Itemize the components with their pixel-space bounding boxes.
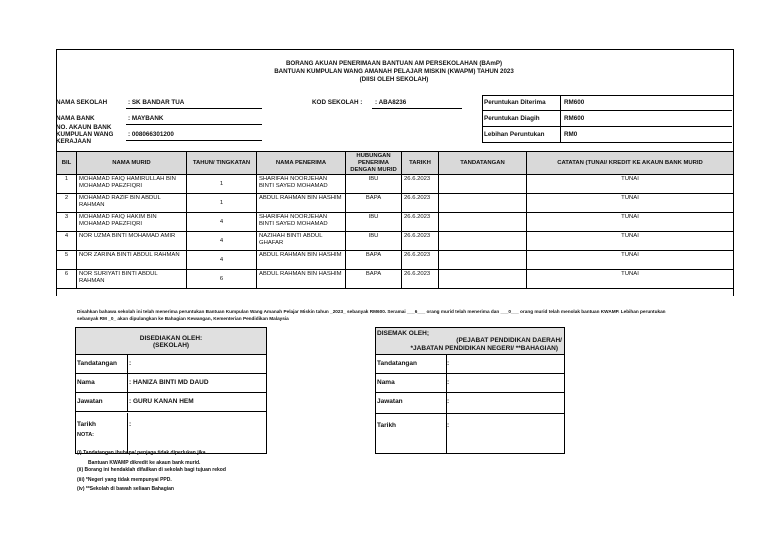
checked-by-subtitle: (PEJABAT PENDIDIKAN DAERAH/ <box>456 337 562 344</box>
cell-nama-murid: NOR ZARINA BINTI ABDUL RAHMAN <box>77 251 187 270</box>
field-value: : <box>129 360 132 367</box>
finance-row-received <box>482 95 732 111</box>
field-value: : <box>447 360 450 367</box>
cell-tarikh: 26.6.2023 <box>402 175 439 194</box>
cell-divider <box>127 373 128 392</box>
cell-bil: 1 <box>57 175 77 194</box>
finance-value: RM0 <box>564 131 578 138</box>
col-tahun: TAHUN/ TINGKATAN <box>187 152 257 175</box>
field-label: Nama <box>377 379 395 386</box>
cell-nama-penerima: SHARIFAH NOORJEHAN BINTI SAYED MOHAMAD <box>257 175 346 194</box>
cell-bil: 6 <box>57 270 77 289</box>
school-code-label: KOD SEKOLAH : <box>312 99 363 106</box>
cell-tarikh: 26.6.2023 <box>402 232 439 251</box>
declaration-line: Disahkan bahawa sekolah ini telah menerima peruntukan Bantuan Kumpulan Wang Amanah Pelajar Miskin tahun _2023_ sebanyak RM600. Seramai ___6___ orang murid telah menerima dan ___0___ orang murid telah menolak bantuan KWAMP. Lebihan peruntukan <box>77 309 666 314</box>
account-label <box>56 124 113 145</box>
col-tandatangan: TANDATANGAN <box>439 152 527 175</box>
cell-hubungan: BAPA <box>346 251 402 270</box>
prepared-by-subtitle: (SEKOLAH) <box>152 342 190 349</box>
col-nama-penerima: NAMA PENERIMA <box>257 152 346 175</box>
table-header-row <box>57 152 734 175</box>
col-tarikh: TARIKH <box>402 152 439 175</box>
col-catatan: CATATAN (TUNAI/ KREDIT KE AKAUN BANK MURID <box>527 152 734 175</box>
cell-divider <box>127 354 128 373</box>
cell-tahun: 4 <box>187 213 257 232</box>
cell-catatan: TUNAI <box>527 213 734 232</box>
cell-hubungan: IBU <box>346 213 402 232</box>
checked-by-title: DISEMAK OLEH; <box>377 330 429 337</box>
bank-name-label: NAMA BANK <box>56 115 95 122</box>
cell-hubungan: IBU <box>346 232 402 251</box>
table-row <box>57 175 734 194</box>
field-label: Tandatangan <box>77 360 117 367</box>
cell-tandatangan <box>439 251 527 270</box>
declaration-line: sebanyak RM _0_ akan dipulangkan ke Bahagian Kewangan, Kementerian Pendidikan Malaysia <box>77 316 289 321</box>
cell-hubungan: BAPA <box>346 194 402 213</box>
form-subtitle: BANTUAN KUMPULAN WANG AMANAH PELAJAR MISKIN (KWAPM) TAHUN 2023 <box>274 68 514 75</box>
cell-tandatangan <box>439 270 527 289</box>
cell-catatan: TUNAI <box>527 270 734 289</box>
declaration-text <box>77 308 717 322</box>
divider <box>126 108 262 109</box>
cell-tandatangan <box>439 194 527 213</box>
cell-bil: 3 <box>57 213 77 232</box>
checked-by-header <box>376 328 564 355</box>
cell-bil: 2 <box>57 194 77 213</box>
cell-tahun: 4 <box>187 251 257 270</box>
account-label-line: NO. AKAUN BANK <box>56 124 112 131</box>
checked-row-name <box>376 373 564 393</box>
col-nama-murid: NAMA MURID <box>77 152 187 175</box>
field-value: : GURU KANAN HEM <box>129 398 194 405</box>
field-label: Nama <box>77 379 95 386</box>
field-value: : <box>129 421 132 428</box>
prepared-row-position <box>76 392 266 412</box>
field-value: : <box>447 422 450 429</box>
table-row <box>57 270 734 289</box>
field-label: Jawatan <box>377 398 403 405</box>
checked-by-box <box>375 327 565 454</box>
cell-nama-murid: MOHAMAD FAIQ HAKIM BIN MOHAMAD PAEZFIQRI <box>77 213 187 232</box>
col-bil: BIL <box>57 152 77 175</box>
cell-catatan: TUNAI <box>527 232 734 251</box>
cell-hubungan: BAPA <box>346 270 402 289</box>
note-item: (iv) **Sekolah di bawah seliaan Bahagian <box>77 486 174 492</box>
finance-label: Lebihan Peruntukan <box>484 131 545 138</box>
field-value: : HANIZA BINTI MD DAUD <box>129 379 209 386</box>
divider <box>126 140 262 141</box>
cell-nama-penerima: ABDUL RAHMAN BIN HASHIM <box>257 251 346 270</box>
cell-tahun: 4 <box>187 232 257 251</box>
prepared-row-date <box>76 413 266 453</box>
form-note: (DIISI OLEH SEKOLAH) <box>359 76 429 83</box>
note-item: (ii) Borang ini hendaklah difailkan di sekolah bagi tujuan rekod <box>77 467 226 473</box>
cell-nama-penerima: ABDUL RAHMAN BIN HASHIM <box>257 270 346 289</box>
field-label: Jawatan <box>77 398 103 405</box>
cell-tandatangan <box>439 175 527 194</box>
account-label-line: KERAJAAN <box>56 138 91 145</box>
table-row <box>57 213 734 232</box>
note-item: (iii) *Negeri yang tidak mempunyai PPD. <box>77 477 172 483</box>
form-title: BORANG AKUAN PENERIMAAN BANTUAN AM PERSEKOLAHAN (BAmP) <box>285 60 503 67</box>
field-label: Tarikh <box>77 421 97 428</box>
table-row <box>57 194 734 213</box>
notes-title: NOTA: <box>77 432 95 438</box>
finance-row-distributed <box>482 111 732 127</box>
note-item: (i) Tandatangan ibubapa/ penjaga tidak diperlukan jika <box>77 450 206 456</box>
cell-tandatangan <box>439 232 527 251</box>
cell-nama-murid: MOHAMAD RAZIF BIN ABDUL RAHMAN <box>77 194 187 213</box>
field-label: Tarikh <box>377 422 397 429</box>
cell-nama-penerima: ABDUL RAHMAN BIN HASHIM <box>257 194 346 213</box>
cell-tahun: 6 <box>187 270 257 289</box>
prepared-by-box <box>75 327 267 454</box>
prepared-by-header <box>76 328 266 355</box>
cell-divider <box>127 392 128 411</box>
field-label: Tandatangan <box>377 360 417 367</box>
bank-name-value: : MAYBANK <box>128 115 164 122</box>
divider <box>126 124 262 125</box>
cell-divider <box>127 413 128 453</box>
cell-catatan: TUNAI <box>527 251 734 270</box>
cell-nama-murid: NOR SURIYATI BINTI ABDUL RAHMAN <box>77 270 187 289</box>
checked-row-date <box>376 414 564 453</box>
cell-catatan: TUNAI <box>527 175 734 194</box>
table-row <box>57 251 734 270</box>
cell-tandatangan <box>439 213 527 232</box>
cell-nama-penerima: NAZIHAH BINTI ABDUL GHAFAR <box>257 232 346 251</box>
cell-nama-murid: NOR UZMA BINTI MOHAMAD AMIR <box>77 232 187 251</box>
recipient-table <box>56 151 734 289</box>
table-row <box>57 232 734 251</box>
cell-bil: 5 <box>57 251 77 270</box>
finance-value: RM600 <box>564 115 585 122</box>
finance-label: Peruntukan Diagih <box>484 115 540 122</box>
col-hubungan: HUBUNGAN PENERIMA DENGAN MURID <box>346 152 402 175</box>
finance-row-balance <box>482 127 732 143</box>
checked-row-position <box>376 392 564 414</box>
cell-nama-penerima: SHARIFAH NOORJEHAN BINTI SAYED MOHAMAD <box>257 213 346 232</box>
school-code-value: : ABA8236 <box>375 99 407 106</box>
cell-tarikh: 26.6.2023 <box>402 270 439 289</box>
cell-catatan: TUNAI <box>527 194 734 213</box>
cell-tarikh: 26.6.2023 <box>402 251 439 270</box>
field-value: : <box>447 379 450 386</box>
cell-tarikh: 26.6.2023 <box>402 194 439 213</box>
field-value: : <box>447 398 450 405</box>
school-name-label: NAMA SEKOLAH <box>56 99 108 106</box>
finance-label: Peruntukan Diterima <box>484 99 546 106</box>
account-value: : 008066301200 <box>128 131 174 138</box>
checked-by-subtitle-2: *JABATAN PENDIDIKAN NEGERI/ **BAHAGIAN) <box>410 345 558 352</box>
note-item: Bantuan KWAMP dikredit ke akaun bank murid. <box>88 460 201 466</box>
cell-tahun: 1 <box>187 175 257 194</box>
checked-row-signature <box>376 354 564 374</box>
finance-value: RM600 <box>564 99 585 106</box>
prepared-row-name <box>76 373 266 393</box>
school-name-value: : SK BANDAR TUA <box>128 99 185 106</box>
cell-hubungan: IBU <box>346 175 402 194</box>
cell-tarikh: 26.6.2023 <box>402 213 439 232</box>
cell-nama-murid: MOHAMAD FAIQ HAMIRULLAH BIN MOHAMAD PAEZFIQRI <box>77 175 187 194</box>
prepared-by-title: DISEDIAKAN OLEH: <box>139 335 203 342</box>
divider <box>372 108 462 109</box>
cell-bil: 4 <box>57 232 77 251</box>
account-label-line: KUMPULAN WANG <box>56 131 114 138</box>
prepared-row-signature <box>76 354 266 374</box>
cell-tahun: 1 <box>187 194 257 213</box>
cell-divider <box>446 414 450 453</box>
